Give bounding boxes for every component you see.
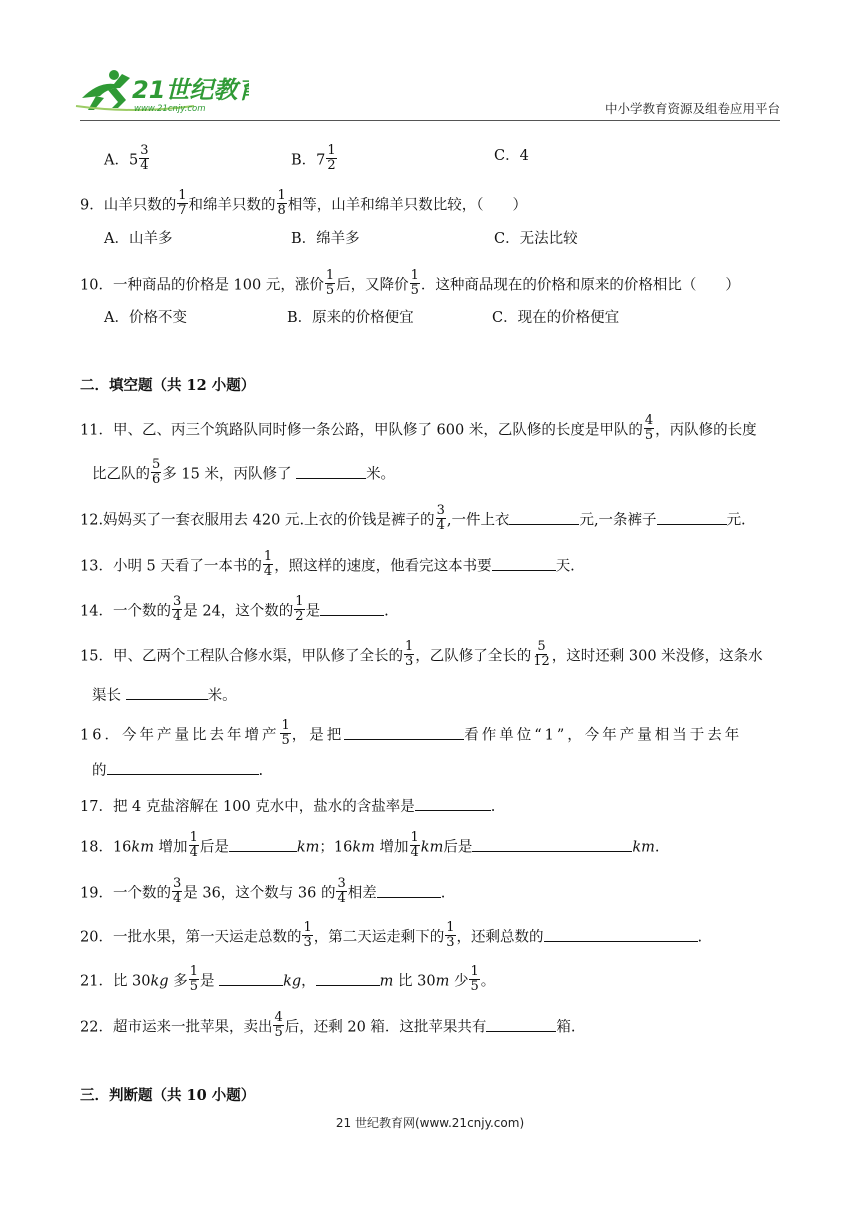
question-18: 18．16km 增加 $\frac{1}{4}$ 后是 km；16km 增加 $\frac{1}{4}$ km后是 km.: [80, 830, 660, 860]
answer-blank[interactable]: [126, 684, 208, 700]
answer-blank[interactable]: [344, 724, 464, 740]
question-22: 22．超市运来一批苹果，卖出 $\frac{4}{5}$ 后，还剩 20 箱．这批苹果共有 箱.: [80, 1010, 576, 1040]
site-logo: [74, 66, 249, 116]
question-11-line-2: 比乙队的 $\frac{5}{6}$ 多 15 米，丙队修了 米。: [92, 457, 396, 487]
question-15-line-2: 渠长 米。: [92, 684, 237, 706]
q10-option-c: C．现在的价格便宜: [492, 310, 620, 326]
q10-option-a: A．价格不变: [104, 310, 187, 326]
answer-blank[interactable]: [492, 555, 556, 571]
question-15-line-1: 15．甲、乙两个工程队合修水渠，甲队修了全长的 $\frac{1}{3}$ ，乙队修了全长的 $\frac{5}{12}$ ，这时还剩 300 米没修，这条水: [80, 639, 763, 669]
q9-option-a: A．山羊多: [104, 231, 173, 247]
question-9: 9．山羊只数的 $\frac{1}{7}$ 和绵羊只数的 $\frac{1}{8}$ 相等，山羊和绵羊只数比较，（ ）: [80, 188, 528, 218]
answer-blank[interactable]: [486, 1016, 556, 1032]
question-16-line-1: 16．今年产量比去年增产 $\frac{1}{5}$ ，是把 看作单位“1”，今年产量相当于去年: [80, 718, 743, 748]
question-13: 13．小明 5 天看了一本书的 $\frac{1}{4}$ ，照这样的速度，他看完这本书要 天.: [80, 549, 575, 579]
q8-option-b: B．7 $\frac{1}{2}$: [291, 143, 336, 173]
answer-blank[interactable]: [415, 795, 491, 811]
answer-blank[interactable]: [657, 509, 727, 525]
answer-blank[interactable]: [107, 759, 259, 775]
question-21: 21．比 30kg 多 $\frac{1}{5}$ 是 kg， m 比 30m 少 $\frac{1}{5}$ 。: [80, 964, 496, 994]
answer-blank[interactable]: [229, 836, 297, 852]
answer-blank[interactable]: [472, 836, 632, 852]
answer-blank[interactable]: [316, 970, 380, 986]
answer-blank[interactable]: [377, 882, 441, 898]
svg-text:www.21cnjy.com: www.21cnjy.com: [134, 104, 206, 114]
q9-option-b: B．绵羊多: [291, 231, 360, 247]
question-12: 12.妈妈买了一套衣服用去 420 元.上衣的价钱是裤子的 $\frac{3}{4}$ ,一件上衣 元,一条裤子 元.: [80, 503, 746, 533]
answer-blank[interactable]: [544, 926, 698, 942]
question-11-line-1: 11．甲、乙、丙三个筑路队同时修一条公路，甲队修了 600 米，乙队修的长度是甲队的 $\frac{4}{5}$ ，丙队修的长度: [80, 413, 757, 443]
q8-option-a: A．5 $\frac{3}{4}$: [104, 143, 149, 173]
answer-blank[interactable]: [219, 970, 283, 986]
section-2-title: 二．填空题（共 12 小题）: [80, 377, 256, 394]
q8-option-c: C．4: [494, 148, 529, 164]
question-19: 19．一个数的 $\frac{3}{4}$ 是 36，这个数与 36 的 $\frac{3}{4}$ 相差 .: [80, 876, 446, 906]
footer-text: 21 世纪教育网(www.21cnjy.com): [335, 1116, 525, 1130]
question-16-line-2: 的 .: [92, 759, 263, 781]
answer-blank[interactable]: [296, 463, 366, 479]
answer-blank[interactable]: [320, 600, 384, 616]
q10-option-b: B．原来的价格便宜: [287, 310, 414, 326]
question-14: 14．一个数的 $\frac{3}{4}$ 是 24，这个数的 $\frac{1}{2}$ 是 .: [80, 594, 389, 624]
question-17: 17．把 4 克盐溶解在 100 克水中，盐水的含盐率是 .: [80, 795, 495, 817]
section-3-title: 三．判断题（共 10 小题）: [80, 1087, 256, 1104]
svg-text:21世纪教育: 21世纪教育: [132, 76, 249, 104]
header-divider: [80, 120, 780, 121]
question-10: 10．一种商品的价格是 100 元，涨价 $\frac{1}{5}$ 后，又降价 $\frac{1}{5}$ ．这种商品现在的价格和原来的价格相比（ ）: [80, 268, 740, 298]
platform-name: 中小学教育资源及组卷应用平台: [604, 101, 780, 116]
q9-option-c: C．无法比较: [494, 231, 578, 247]
answer-blank[interactable]: [509, 509, 579, 525]
question-20: 20．一批水果，第一天运走总数的 $\frac{1}{3}$ ，第二天运走剩下的 $\frac{1}{3}$ ，还剩总数的 .: [80, 920, 703, 950]
